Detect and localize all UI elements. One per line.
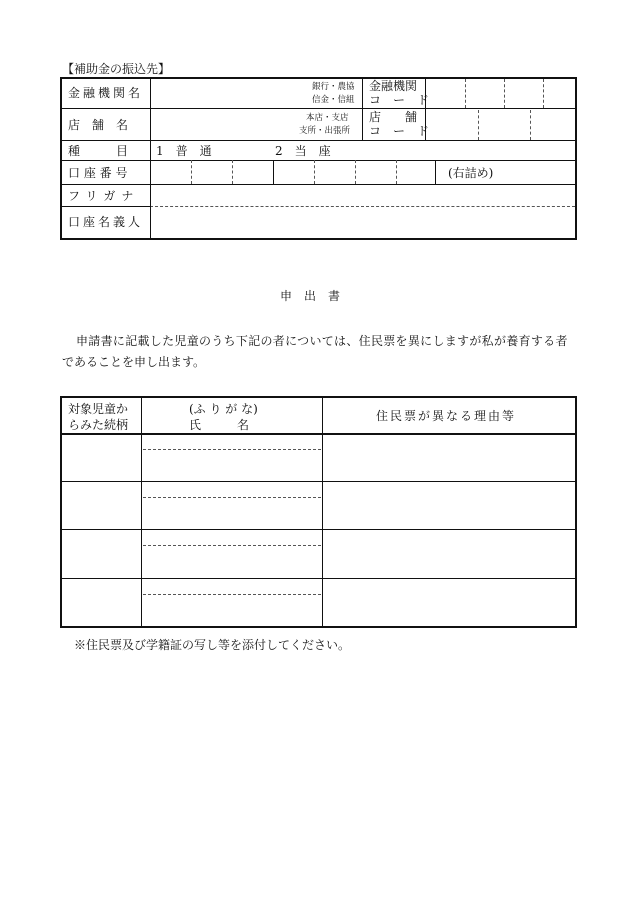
bank-code-divider-left: [362, 77, 363, 140]
transfer-label-column: [150, 77, 151, 240]
branch-code-label-1: 店 舗: [369, 110, 418, 124]
relationship-header-line-1: 対象児童か: [68, 402, 129, 416]
account-digit-dash-6: [396, 160, 397, 184]
furigana-label: フリガナ: [68, 189, 140, 203]
account-digit-dash-1: [191, 160, 192, 184]
children-furigana-dash-3: [143, 545, 321, 546]
branch-name-label: 店 舗 名: [68, 118, 129, 132]
bank-code-dash-3: [543, 79, 544, 108]
children-furigana-dash-1: [143, 449, 321, 450]
children-row-line-1: [60, 481, 577, 482]
account-holder-label: 口座名義人: [68, 215, 144, 229]
account-number-note: (右詰め): [448, 166, 494, 180]
relationship-header-line-2: らみた続柄: [68, 418, 129, 432]
bank-code-dash-2: [504, 79, 505, 108]
declaration-body-line-1: 申請書に記載した児童のうち下記の者については、住民票を異にしますが私が養育する者: [76, 334, 568, 348]
bank-types-line-2: 信金・信組: [312, 95, 355, 105]
transfer-furigana-dash: [150, 206, 575, 207]
bank-code-label-1: 金融機関: [369, 79, 418, 93]
account-type-option-2: 2 当 座: [275, 144, 331, 158]
name-header-label: 氏 名: [189, 418, 250, 432]
account-number-label: 口 座 番 号: [68, 166, 128, 180]
branch-types-line-1: 本店・支店: [306, 113, 349, 123]
transfer-row-line-2: [60, 140, 577, 141]
children-row-line-2: [60, 529, 577, 530]
account-digit-dash-4: [314, 160, 315, 184]
transfer-row-line-3: [60, 160, 577, 161]
transfer-row-line-1: [60, 108, 577, 109]
transfer-label-divider: [60, 206, 150, 207]
reason-header: 住民票が異なる理由等: [376, 409, 517, 423]
account-digit-dash-2: [232, 160, 233, 184]
transfer-heading: 【補助金の振込先】: [62, 62, 171, 76]
branch-code-dash-1: [478, 110, 479, 140]
branch-code-dash-2: [530, 110, 531, 140]
bank-code-label-2: コ ー ド: [369, 93, 430, 107]
declaration-title: 申 出 書: [280, 289, 341, 303]
children-header-line: [60, 433, 577, 435]
children-col-divider-2: [322, 396, 323, 628]
children-furigana-dash-2: [143, 497, 321, 498]
branch-code-label-2: コ ー ド: [369, 124, 430, 138]
account-digit-line-7: [435, 160, 436, 184]
name-header-furigana: (ふ り が な): [189, 402, 258, 416]
account-digit-dash-5: [355, 160, 356, 184]
children-row-line-3: [60, 578, 577, 579]
declaration-body-line-2: であることを申し出ます。: [62, 355, 206, 369]
account-type-label: 種 目: [68, 144, 129, 158]
account-digit-line-3: [273, 160, 274, 184]
transfer-row-line-4: [60, 184, 577, 185]
bank-types-line-1: 銀行・農協: [312, 82, 355, 92]
bank-name-label: 金融機関名: [68, 86, 144, 100]
branch-types-line-2: 支所・出張所: [299, 126, 351, 136]
children-col-divider-1: [141, 396, 142, 628]
children-furigana-dash-4: [143, 594, 321, 595]
attachment-note: ※住民票及び学籍証の写し等を添付してください。: [74, 638, 351, 652]
bank-code-dash-1: [465, 79, 466, 108]
account-type-option-1: 1 普 通: [156, 144, 212, 158]
